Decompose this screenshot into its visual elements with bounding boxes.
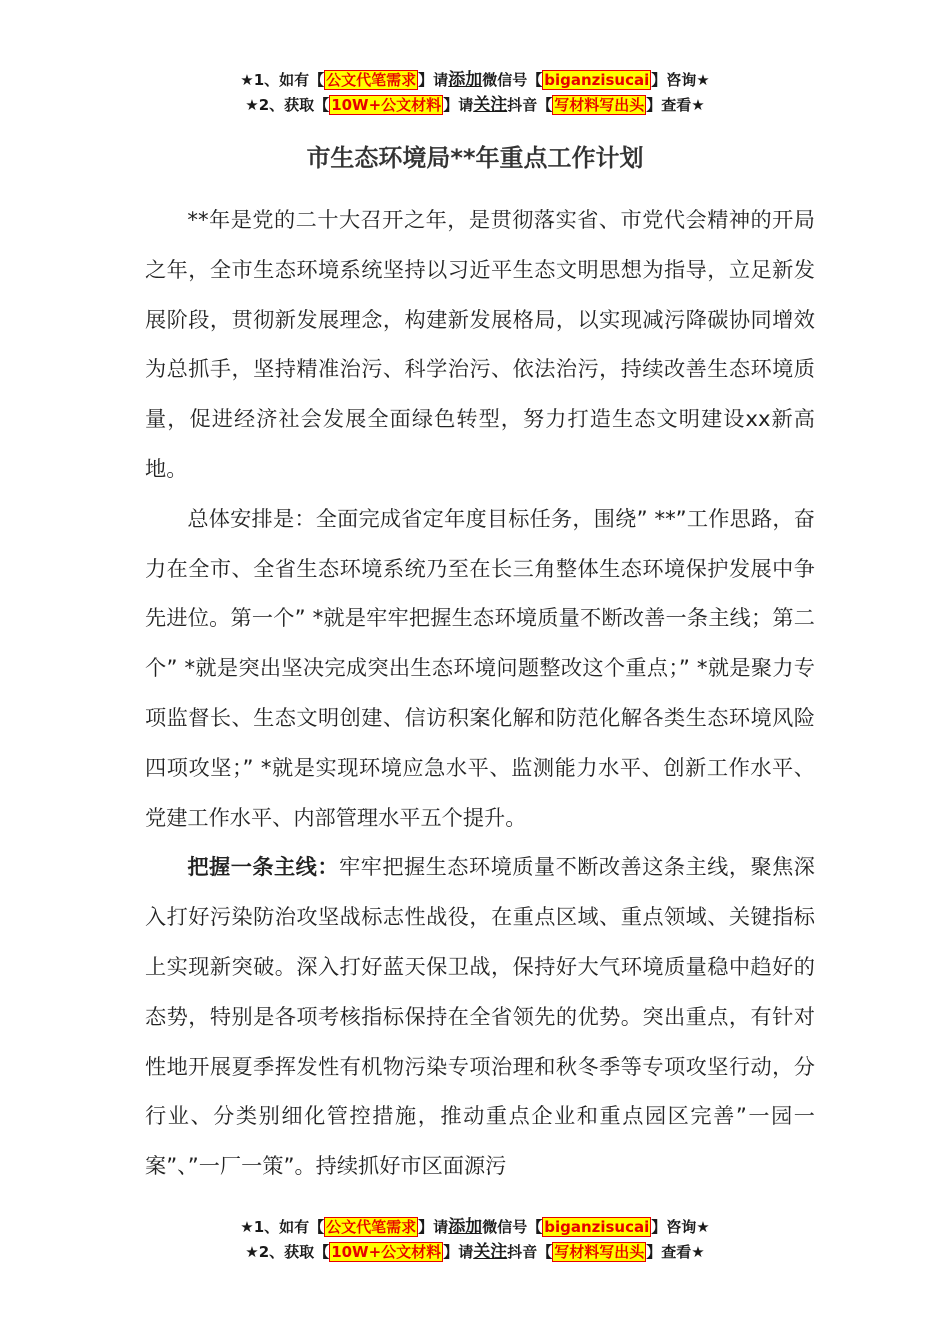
- paragraph: **年是党的二十大召开之年，是贯彻落实省、市党代会精神的开局之年，全市生态环境系统坚持以习近平生态文明思想为指导，立足新发展阶段，贯彻新发展理念，构建新发展格局，以实现减污降碳协同增效为总抓手，坚持精准治污、科学治污、依法治污，持续改善生态环境质量，促进经济社会发展全面绿色转型，努力打造生态文明建设xx新高地。: [145, 207, 815, 481]
- banner-text: 微信号【: [482, 71, 543, 89]
- banner-line-1: [0, 1215, 950, 1240]
- paragraph-heading: 把握一条主线：: [187, 854, 339, 880]
- document-body: [145, 195, 815, 1191]
- banner-text: 】请: [418, 71, 449, 89]
- header-banner: [0, 68, 950, 118]
- banner-text: 】咨询★: [651, 1218, 710, 1236]
- banner-line-2: [0, 93, 950, 118]
- banner-highlight: 写材料写出头: [554, 1243, 645, 1261]
- banner-text: ★1、如有【: [240, 1218, 325, 1236]
- paragraph: [145, 842, 815, 1191]
- banner-highlight: biganzisucai: [544, 71, 650, 89]
- banner-text: 】请: [418, 1218, 449, 1236]
- banner-highlight: 公文代笔需求: [326, 71, 417, 89]
- banner-text: 】查看★: [646, 1243, 705, 1261]
- banner-text: ★2、获取【: [245, 96, 330, 114]
- banner-text: 抖音【: [507, 96, 553, 114]
- paragraph-body: 牢牢把握生态环境质量不断改善这条主线，聚焦深入打好污染防治攻坚战标志性战役，在重点区域、重点领域、关键指标上实现新突破。深入打好蓝天保卫战，保持好大气环境质量稳中趋好的态势，特别是各项考核指标保持在全省领先的优势。突出重点，有针对性地开展夏季挥发性有机物污染专项治理和秋冬季等专项攻坚行动，分行业、分类别细化管控措施，推动重点企业和重点园区完善”一园一案”、”一厂一策”。持续抓好市区面源污: [145, 854, 815, 1179]
- banner-text: 微信号【: [482, 1218, 543, 1236]
- footer-banner: [0, 1215, 950, 1265]
- banner-highlight: 公文代笔需求: [326, 1218, 417, 1236]
- paragraph: 总体安排是：全面完成省定年度目标任务，围绕” **”工作思路，奋力在全市、全省生态环境系统乃至在长三角整体生态环境保护发展中争先进位。第一个” *就是牢牢把握生态环境质量不断改善一条主线；第二个” *就是突出坚决完成突出生态环境问题整改这个重点；” *就是聚力专项监督长、生态文明创建、信访积案化解和防范化解各类生态环境风险四项攻坚；” *就是实现环境应急水平、监测能力水平、创新工作水平、党建工作水平、内部管理水平五个提升。: [145, 505, 815, 830]
- banner-highlight: 10W+公文材料: [331, 96, 442, 114]
- banner-text: 】查看★: [646, 96, 705, 114]
- banner-emphasis: 添加: [448, 1217, 483, 1237]
- banner-text: ★2、获取【: [245, 1243, 330, 1261]
- banner-text: 抖音【: [507, 1243, 553, 1261]
- document-title: 市生态环境局**年重点工作计划: [306, 144, 644, 172]
- banner-emphasis: 关注: [473, 95, 508, 115]
- banner-text: 】请: [443, 1243, 474, 1261]
- banner-text: 】请: [443, 96, 474, 114]
- banner-text: 】咨询★: [651, 71, 710, 89]
- banner-highlight: 写材料写出头: [554, 96, 645, 114]
- banner-highlight: 10W+公文材料: [331, 1243, 442, 1261]
- banner-emphasis: 添加: [448, 70, 483, 90]
- banner-line-2: [0, 1240, 950, 1265]
- banner-emphasis: 关注: [473, 1242, 508, 1262]
- banner-line-1: [0, 68, 950, 93]
- banner-text: ★1、如有【: [240, 71, 325, 89]
- banner-highlight: biganzisucai: [544, 1218, 650, 1236]
